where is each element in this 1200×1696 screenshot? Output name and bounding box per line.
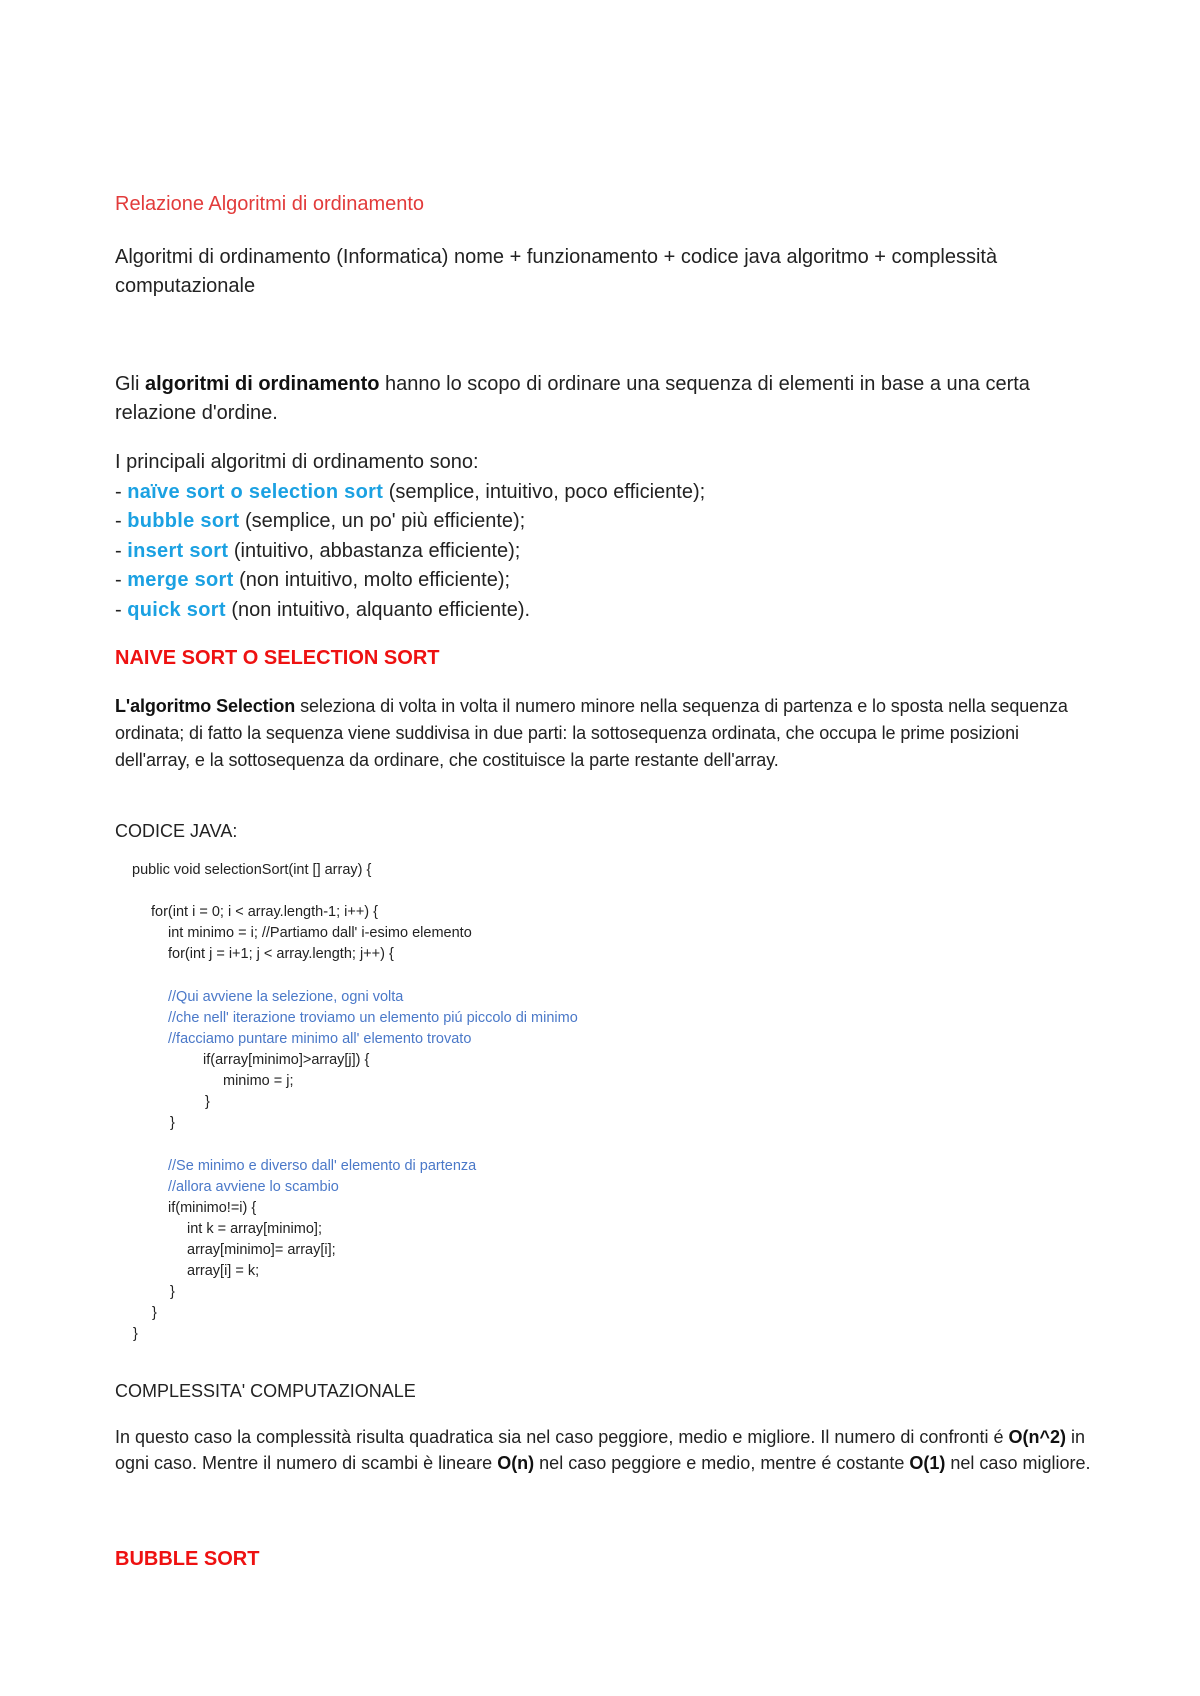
code-line: array[minimo]= array[i]; — [187, 1242, 336, 1258]
list-keyword: bubble sort — [127, 510, 240, 532]
code-line: int k = array[minimo]; — [187, 1221, 322, 1237]
code-line: array[i] = k; — [187, 1263, 260, 1279]
list-desc: (non intuitivo, molto efficiente); — [233, 569, 511, 591]
definition-post: hanno lo scopo di ordinare una sequenza di elementi in base a una certa relazione d'ordine. — [115, 373, 1030, 424]
complexity-bold: O(n^2) — [1008, 1427, 1066, 1447]
complexity-paragraph — [115, 1425, 1095, 1476]
code-comment: //Se minimo e diverso dall' elemento di partenza — [168, 1158, 477, 1174]
code-line: } — [133, 1326, 138, 1342]
code-comment: //allora avviene lo scambio — [168, 1179, 339, 1195]
selection-description-bold: L'algoritmo Selection — [115, 696, 296, 716]
selection-description-text: seleziona di volta in volta il numero minore nella sequenza di partenza e lo sposta nella sequenza ordinata; di fatto la sequenza viene suddivisa in due parti: la sottosequenza ordinata, che occupa le prime posizioni dell'array, e la sottosequenza da ordinare, che costituisce la parte restante dell'array. — [115, 696, 1068, 770]
list-dash: - — [115, 480, 128, 503]
list-item — [115, 537, 1095, 567]
code-line: for(int j = i+1; j < array.length; j++) { — [168, 946, 394, 962]
list-desc: (semplice, un po' più efficiente); — [239, 510, 526, 532]
list-desc: (semplice, intuitivo, poco efficiente); — [383, 480, 706, 503]
list-item — [115, 596, 1095, 626]
code-line: } — [152, 1305, 157, 1321]
list-keyword: naïve sort o selection sort — [127, 480, 384, 503]
algorithm-list — [115, 448, 1095, 625]
code-line: if(minimo!=i) { — [168, 1200, 257, 1216]
code-line: if(array[minimo]>array[j]) { — [203, 1052, 370, 1068]
code-line: } — [205, 1094, 210, 1110]
complexity-text: nel caso migliore. — [945, 1452, 1091, 1473]
definition-paragraph — [115, 370, 1095, 428]
complexity-bold: O(n) — [497, 1452, 535, 1473]
list-keyword: merge sort — [127, 569, 234, 591]
section-heading-selection-sort: NAIVE SORT O SELECTION SORT — [115, 647, 440, 669]
code-comment: //facciamo puntare minimo all' elemento trovato — [168, 1031, 472, 1047]
code-comment: //Qui avviene la selezione, ogni volta — [168, 989, 404, 1005]
list-desc: (non intuitivo, alquanto efficiente). — [225, 598, 531, 621]
code-line: minimo = j; — [223, 1073, 294, 1089]
list-desc: (intuitivo, abbastanza efficiente); — [228, 539, 521, 562]
complexity-text: in ogni caso. Mentre il numero di scambi è lineare — [115, 1427, 1086, 1473]
list-dash: - — [115, 539, 128, 562]
list-item — [115, 507, 1095, 537]
definition-pre: Gli — [115, 373, 145, 395]
code-line: int minimo = i; //Partiamo dall' i-esimo elemento — [168, 925, 472, 941]
list-item — [115, 566, 1095, 596]
list-dash: - — [115, 510, 128, 532]
list-keyword: quick sort — [127, 598, 226, 621]
complexity-text: nel caso peggiore e medio, mentre é costante — [534, 1452, 910, 1473]
complexity-caption: COMPLESSITA' COMPUTAZIONALE — [115, 1381, 416, 1401]
code-line: } — [170, 1284, 175, 1300]
list-keyword: insert sort — [127, 539, 229, 562]
list-intro: I principali algoritmi di ordinamento sono: — [115, 451, 479, 473]
list-item — [115, 478, 1095, 508]
code-caption: CODICE JAVA: — [115, 821, 238, 841]
complexity-text: In questo caso la complessità risulta quadratica sia nel caso peggiore, medio e migliore. Il numero di confronti é — [115, 1427, 1009, 1447]
definition-bold: algoritmi di ordinamento — [145, 373, 380, 395]
intro-paragraph: Algoritmi di ordinamento (Informatica) nome + funzionamento + codice java algoritmo + complessità computazionale — [115, 246, 998, 297]
section-heading-bubble-sort: BUBBLE SORT — [115, 1548, 260, 1570]
list-dash: - — [115, 598, 128, 621]
code-comment: //che nell' iterazione troviamo un elemento piú piccolo di minimo — [168, 1010, 578, 1026]
document-title: Relazione Algoritmi di ordinamento — [115, 193, 425, 215]
complexity-bold: O(1) — [909, 1452, 946, 1473]
code-line: } — [170, 1115, 175, 1131]
code-line: for(int i = 0; i < array.length-1; i++) { — [151, 904, 379, 920]
list-dash: - — [115, 569, 128, 591]
code-line: public void selectionSort(int [] array) { — [132, 862, 372, 878]
selection-description — [115, 693, 1095, 774]
